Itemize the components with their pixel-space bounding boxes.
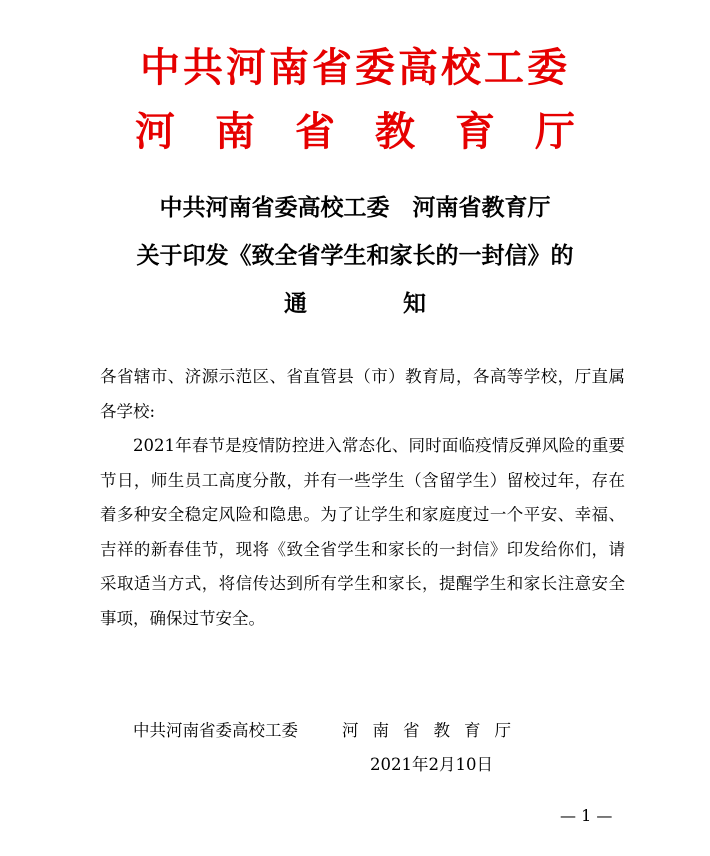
red-header-line-1: 中共河南省委高校工委	[140, 45, 570, 91]
salutation: 各省辖市、济源示范区、省直管县（市）教育局，各高等学校，厅直属各学校:	[100, 367, 625, 421]
document-title-line-1: 中共河南省委高校工委 河南省教育厅	[159, 195, 551, 221]
document-title-line-2: 关于印发《致全省学生和家长的一封信》的	[136, 243, 574, 269]
red-header-line-2: 河南省教育厅	[135, 109, 615, 155]
signature-org-2: 河南省教育厅	[342, 721, 525, 740]
signature-org-1: 中共河南省委高校工委	[133, 721, 298, 740]
signature-date: 2021年2月10日	[370, 755, 493, 774]
page-number: — 1 —	[560, 806, 613, 825]
document-title-line-3: 通知	[284, 291, 522, 317]
body-paragraph: 2021年春节是疫情防控进入常态化、同时面临疫情反弹风险的重要节日，师生员工高度分散，并有一些学生（含留学生）留校过年，存在着多种安全稳定风险和隐患。为了让学生和家庭度过一个平安、幸福、吉祥的新春佳节，现将《致全省学生和家长的一封信》印发给你们，请采取适当方式，将信传达到所有学生和家长，提醒学生和家长注意安全事项，确保过节安全。	[100, 436, 625, 628]
